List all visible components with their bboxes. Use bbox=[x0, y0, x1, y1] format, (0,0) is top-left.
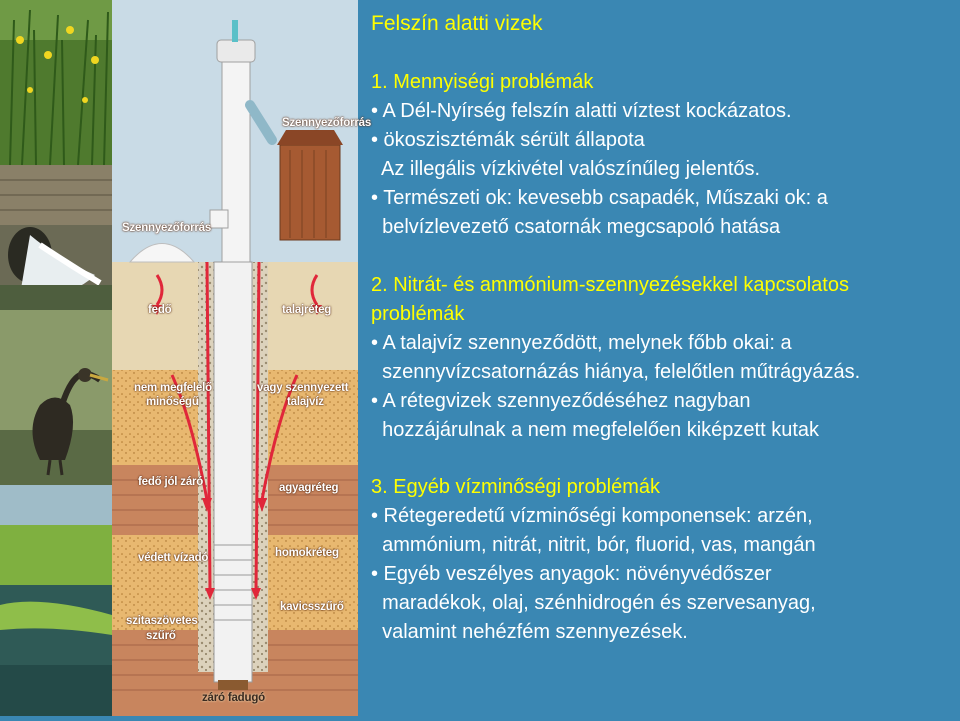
mesh-label: szitaszövetes bbox=[126, 615, 198, 627]
bullet-line: maradékok, olaj, szénhidrogén és szervesanyag, bbox=[371, 592, 816, 614]
bullet-line: • Rétegeredetű vízminőségi komponensek: arzén, bbox=[371, 505, 813, 527]
groundwater-label: talajvíz bbox=[287, 396, 324, 408]
bullet-line: • Egyéb veszélyes anyagok: növényvédőszer bbox=[371, 563, 772, 585]
well-diagram bbox=[112, 0, 372, 716]
quality-label: minőségű bbox=[146, 396, 199, 408]
gravel-filter-label: kavicsszűrő bbox=[280, 601, 344, 613]
section-other-quality bbox=[371, 473, 951, 647]
bullet-line: • ökoszisztémák sérült állapota bbox=[371, 129, 645, 151]
bullet-line: belvízlevezető csatornák megcsapoló hatása bbox=[371, 216, 781, 238]
section-heading: 2. Nitrát- és ammónium-szennyezésekkel kapcsolatos bbox=[371, 274, 849, 296]
section-heading: 3. Egyéb vízminőségi problémák bbox=[371, 476, 661, 498]
cormorant-photo bbox=[0, 310, 112, 485]
bullet-line: • A rétegvizek szennyeződéséhez nagyban bbox=[371, 390, 751, 412]
bullet-line: hozzájárulnak a nem megfelelően kiképzett kutak bbox=[371, 419, 820, 441]
filter-label: szűrő bbox=[146, 630, 176, 642]
bullet-line: • A talajvíz szennyeződött, melynek főbb okai: a bbox=[371, 332, 792, 354]
wetland-plants-photo bbox=[0, 0, 112, 165]
polluted-label: vagy szennyezett bbox=[257, 382, 349, 394]
pollution-source-label-top: Szennyezőforrás bbox=[282, 117, 372, 129]
bullet-line: ammónium, nitrát, nitrit, bór, fluorid, vas, mangán bbox=[371, 534, 816, 556]
poor-quality-label: nem megfelelő bbox=[134, 382, 212, 394]
section-nitrate bbox=[371, 271, 951, 445]
clay-layer-label: agyagréteg bbox=[279, 482, 339, 494]
waterfall-photo bbox=[0, 165, 112, 310]
soil-layer-label: talajréteg bbox=[282, 304, 332, 316]
bullet-line: • Természeti ok: kevesebb csapadék, Műszaki ok: a bbox=[371, 187, 828, 209]
marsh-photo bbox=[0, 485, 112, 716]
section-quantity bbox=[371, 68, 951, 242]
bullet-line: Az illegális vízkivétel valószínűleg jelentős. bbox=[371, 158, 761, 180]
tight-cover-label: fedő jól záró bbox=[138, 476, 204, 488]
pollution-source-label-left: Szennyezőforrás bbox=[122, 222, 212, 234]
bullet-line: valamint nehézfém szennyezések. bbox=[371, 621, 688, 643]
bullet-line: • A Dél-Nyírség felszín alatti víztest kockázatos. bbox=[371, 100, 792, 122]
plug-label: záró fadugó bbox=[202, 692, 265, 704]
slide-title: Felszín alatti vizek bbox=[371, 12, 543, 35]
section-heading: 1. Mennyiségi problémák bbox=[371, 71, 594, 93]
photo-strip bbox=[0, 0, 112, 716]
protected-aquifer-label: védett vízadó bbox=[138, 552, 209, 564]
sand-layer-label: homokréteg bbox=[275, 547, 339, 559]
bullet-line: szennyvízcsatornázás hiánya, felelőtlen műtrágyázás. bbox=[371, 361, 861, 383]
section-heading-cont: problémák bbox=[371, 303, 465, 325]
cover-label: fedő bbox=[148, 304, 172, 316]
slide-content bbox=[371, 10, 951, 647]
